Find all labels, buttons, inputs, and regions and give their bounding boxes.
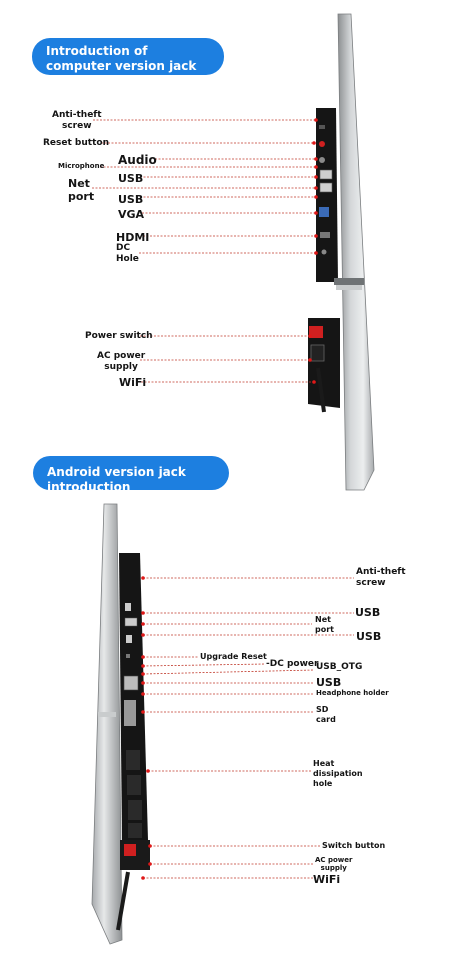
label-hdmi: HDMI (116, 231, 150, 244)
label-usb-otg: USB_OTG (316, 662, 363, 672)
label-reset-button: Reset button (43, 138, 109, 148)
label-ac-power-supply-2: AC power supply (315, 856, 353, 872)
label-dc-hole: DC Hole (116, 243, 139, 264)
label-usb-a2: USB (356, 630, 382, 643)
section-title-computer: Introduction of computer version jack (32, 38, 224, 75)
section-title-android: Android version jack introduction (33, 456, 229, 490)
label-ac-power-supply: AC power supply (97, 351, 146, 372)
label-usb-a1: USB (355, 606, 381, 619)
label-wifi-2: WiFi (313, 873, 341, 886)
label-net-port: Net port (68, 177, 95, 203)
label-vga: VGA (118, 208, 145, 221)
label-usb-2: USB (118, 193, 144, 206)
device-computer (308, 14, 374, 490)
label-wifi: WiFi (119, 376, 147, 389)
label-microphone: Microphone (58, 162, 105, 170)
label-switch-button: Switch button (322, 841, 386, 850)
label-net-port-2: Net port (315, 615, 334, 634)
label-usb-1: USB (118, 172, 144, 185)
label-usb-a3: USB (316, 676, 342, 689)
label-power-switch: Power switch (85, 331, 153, 341)
label-heat-dissipation-hole: Heat dissipation hole (313, 759, 363, 788)
label-dc-power: -DC power (266, 659, 319, 669)
label-headphone-holder: Headphone holder (316, 689, 389, 697)
label-sd-card: SD card (316, 705, 336, 724)
label-anti-theft-screw: Anti-theft screw (52, 110, 102, 131)
label-upgrade-reset: Upgrade Reset (200, 652, 267, 661)
label-anti-theft-screw-2: Anti-theft screw (356, 567, 406, 588)
label-audio: Audio (118, 153, 157, 167)
